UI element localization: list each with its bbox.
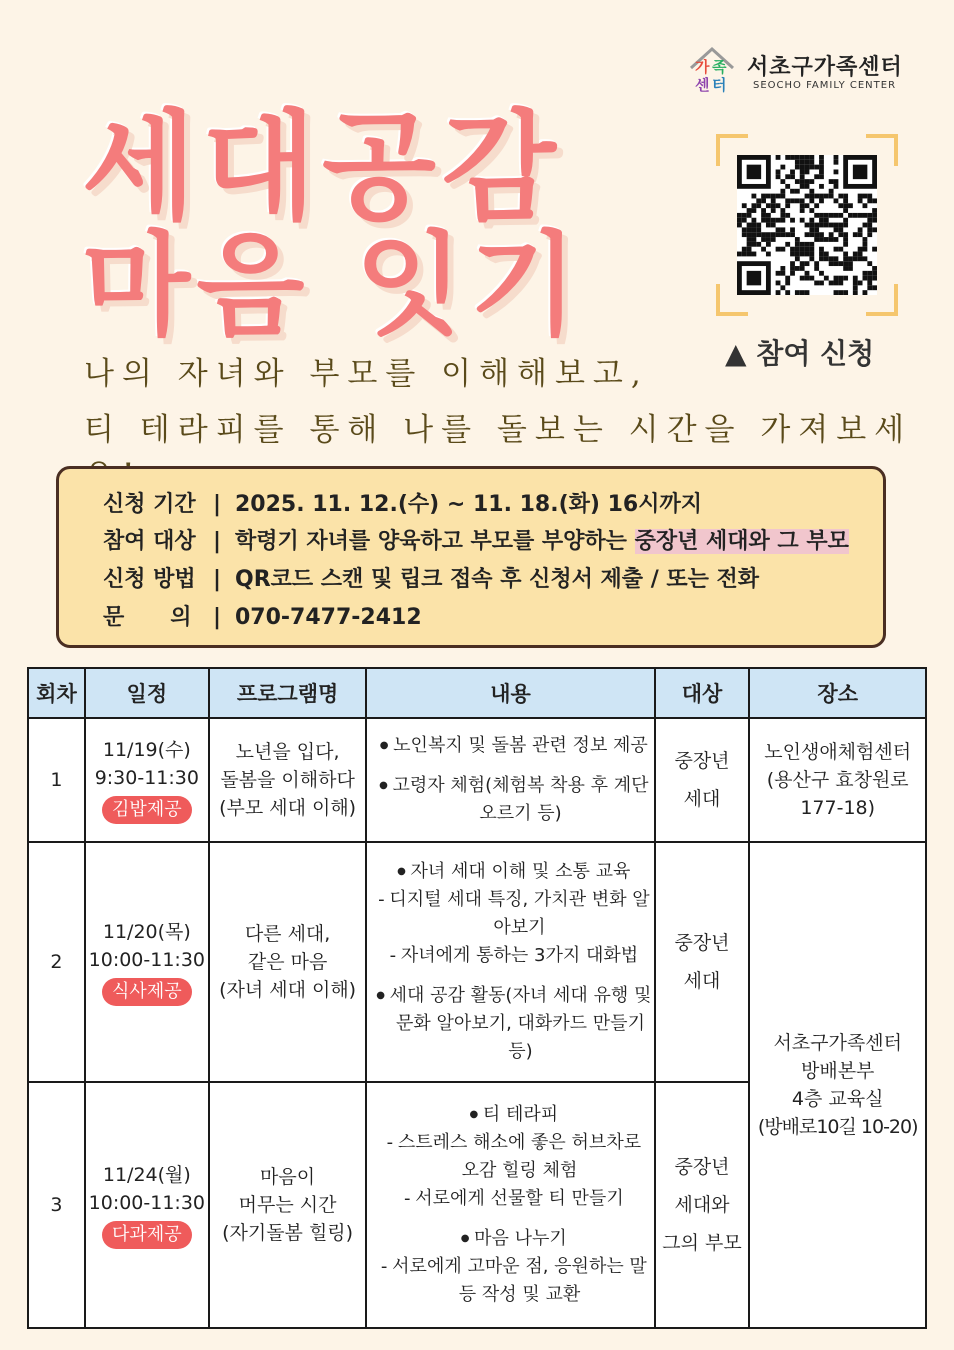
date: 11/20(목)	[102, 921, 191, 943]
meal-badge: 다과제공	[102, 1221, 192, 1249]
contact-phone[interactable]: 070-7477-2412	[235, 605, 422, 630]
info-label: 신청 기간	[103, 492, 196, 517]
logo-char: 족	[712, 58, 727, 76]
content-subitem: - 서로에게 고마운 점, 응원하는 말 등 작성 및 교환	[369, 1253, 651, 1309]
program-line: (자기돌봄 힐링)	[222, 1222, 354, 1244]
target-line: 세대	[683, 788, 721, 810]
place-line: 4층 교육실	[791, 1088, 884, 1110]
info-label: 참여 대상	[103, 529, 196, 554]
content-bullet: ● 자녀 세대 이해 및 소통 교육	[369, 858, 651, 886]
schedule-cell	[85, 1082, 209, 1328]
table-row	[28, 718, 926, 842]
info-label: 신청 방법	[103, 567, 196, 592]
target-line: 중장년	[674, 932, 730, 954]
place-line: 노인생애체험센터	[764, 741, 912, 763]
program-cell	[209, 718, 367, 842]
session-number: 2	[28, 842, 85, 1082]
info-method	[103, 562, 759, 593]
content-cell	[366, 842, 654, 1082]
info-value: QR코드 스캔 및 립크 접속 후 신청서 제출 / 또는 전화	[235, 567, 760, 592]
program-line: 다른 세대,	[244, 923, 331, 945]
session-number: 1	[28, 718, 85, 842]
content-subitem: - 자녀에게 통하는 3가지 대화법	[369, 942, 651, 970]
info-separator: |	[213, 567, 222, 592]
content-bullet: ● 고령자 체험(체험복 착용 후 계단 오르기 등)	[369, 772, 651, 828]
info-value: 학령기 자녀를 양육하고 부모를 부양하는	[235, 529, 635, 554]
intro-line2: 티 테라피를 통해 나를 돌보는 시간을 가져보세	[84, 412, 913, 448]
program-line: 돌봄을 이해하다	[220, 769, 355, 791]
target-cell	[655, 842, 750, 1082]
qr-code-frame[interactable]	[716, 134, 898, 316]
program-line: 노년을 입다,	[235, 741, 340, 763]
place-cell-shared	[749, 842, 926, 1328]
target-cell	[655, 1082, 750, 1328]
time: 10:00-11:30	[88, 949, 206, 971]
program-line: 마음이	[260, 1166, 316, 1188]
info-period	[103, 487, 702, 518]
logo-name: 서초구가족센터	[747, 55, 903, 80]
content-bullet: ● 티 테라피	[369, 1101, 651, 1129]
info-separator: |	[213, 605, 222, 630]
target-line: 그의 부모	[662, 1232, 742, 1254]
program-cell	[209, 1082, 367, 1328]
poster-title-line1: 세대공감	[82, 98, 562, 236]
content-subitem: - 스트레스 해소에 좋은 허브차로 오감 힐링 체험	[369, 1129, 651, 1185]
date: 11/24(월)	[102, 1164, 191, 1186]
program-line: 머무는 시간	[238, 1194, 337, 1216]
date: 11/19(수)	[102, 739, 191, 761]
header-content: 내용	[366, 668, 654, 718]
target-line: 중장년	[674, 750, 730, 772]
header-program: 프로그램명	[209, 668, 367, 718]
place-cell	[749, 718, 926, 842]
logo-mark	[685, 44, 739, 98]
content-cell	[366, 1082, 654, 1328]
program-line: (자녀 세대 이해)	[219, 979, 357, 1001]
content-subitem: - 디지털 세대 특징, 가치관 변화 알아보기	[369, 886, 651, 942]
info-contact	[103, 600, 422, 631]
time: 9:30-11:30	[94, 767, 199, 789]
schedule-cell	[85, 842, 209, 1082]
logo-char: 센	[695, 76, 710, 94]
content-bullet: ● 마음 나누기	[369, 1225, 651, 1253]
target-line: 중장년	[674, 1156, 730, 1178]
place-line: 방배본부	[800, 1060, 875, 1082]
poster-title-line2: 마음 잇기	[82, 221, 584, 351]
meal-badge: 식사제공	[102, 978, 192, 1006]
intro-line1: 나의 자녀와 부모를 이해해보고,	[84, 356, 649, 392]
target-line: 세대와	[674, 1194, 730, 1216]
apply-label: ▲ 참여 신청	[725, 337, 875, 370]
info-separator: |	[213, 529, 222, 554]
program-cell	[209, 842, 367, 1082]
time: 10:00-11:30	[88, 1192, 206, 1214]
meal-badge: 김밥제공	[102, 796, 192, 824]
target-line: 세대	[683, 970, 721, 992]
place-line: (방배로10길 10-20)	[757, 1116, 918, 1138]
logo-subtitle: SEOCHO FAMILY CENTER	[753, 80, 897, 91]
info-target	[103, 524, 849, 555]
info-box	[56, 466, 886, 648]
content-bullet: ● 노인복지 및 돌봄 관련 정보 제공	[369, 732, 651, 760]
table-row	[28, 842, 926, 1082]
header-target: 대상	[655, 668, 750, 718]
program-line: (부모 세대 이해)	[219, 797, 357, 819]
info-highlight: 중장년 세대와 그 부모	[634, 529, 849, 554]
logo-char: 터	[712, 76, 727, 94]
content-bullet: ● 세대 공감 활동(자녀 세대 유행 및 문화 알아보기, 대화카드 만들기 등)	[369, 982, 651, 1066]
schedule-cell	[85, 718, 209, 842]
target-cell	[655, 718, 750, 842]
content-cell	[366, 718, 654, 842]
table-header-row	[28, 668, 926, 718]
place-line: (용산구 효창원로	[766, 769, 909, 791]
logo-char: 가	[695, 58, 710, 76]
content-subitem: - 서로에게 선물할 티 만들기	[369, 1185, 651, 1213]
place-line: 177-18)	[800, 797, 876, 819]
center-logo	[685, 44, 915, 100]
header-session: 회차	[28, 668, 85, 718]
info-separator: |	[213, 492, 222, 517]
place-line: 서초구가족센터	[773, 1032, 902, 1054]
session-number: 3	[28, 1082, 85, 1328]
info-label: 문 의	[103, 605, 192, 630]
qr-code-icon[interactable]	[737, 155, 877, 295]
info-value: 2025. 11. 12.(수) ~ 11. 18.(화) 16시까지	[235, 492, 702, 517]
header-place: 장소	[749, 668, 926, 718]
header-schedule: 일정	[85, 668, 209, 718]
schedule-table	[27, 667, 927, 1329]
program-line: 같은 마음	[247, 951, 328, 973]
